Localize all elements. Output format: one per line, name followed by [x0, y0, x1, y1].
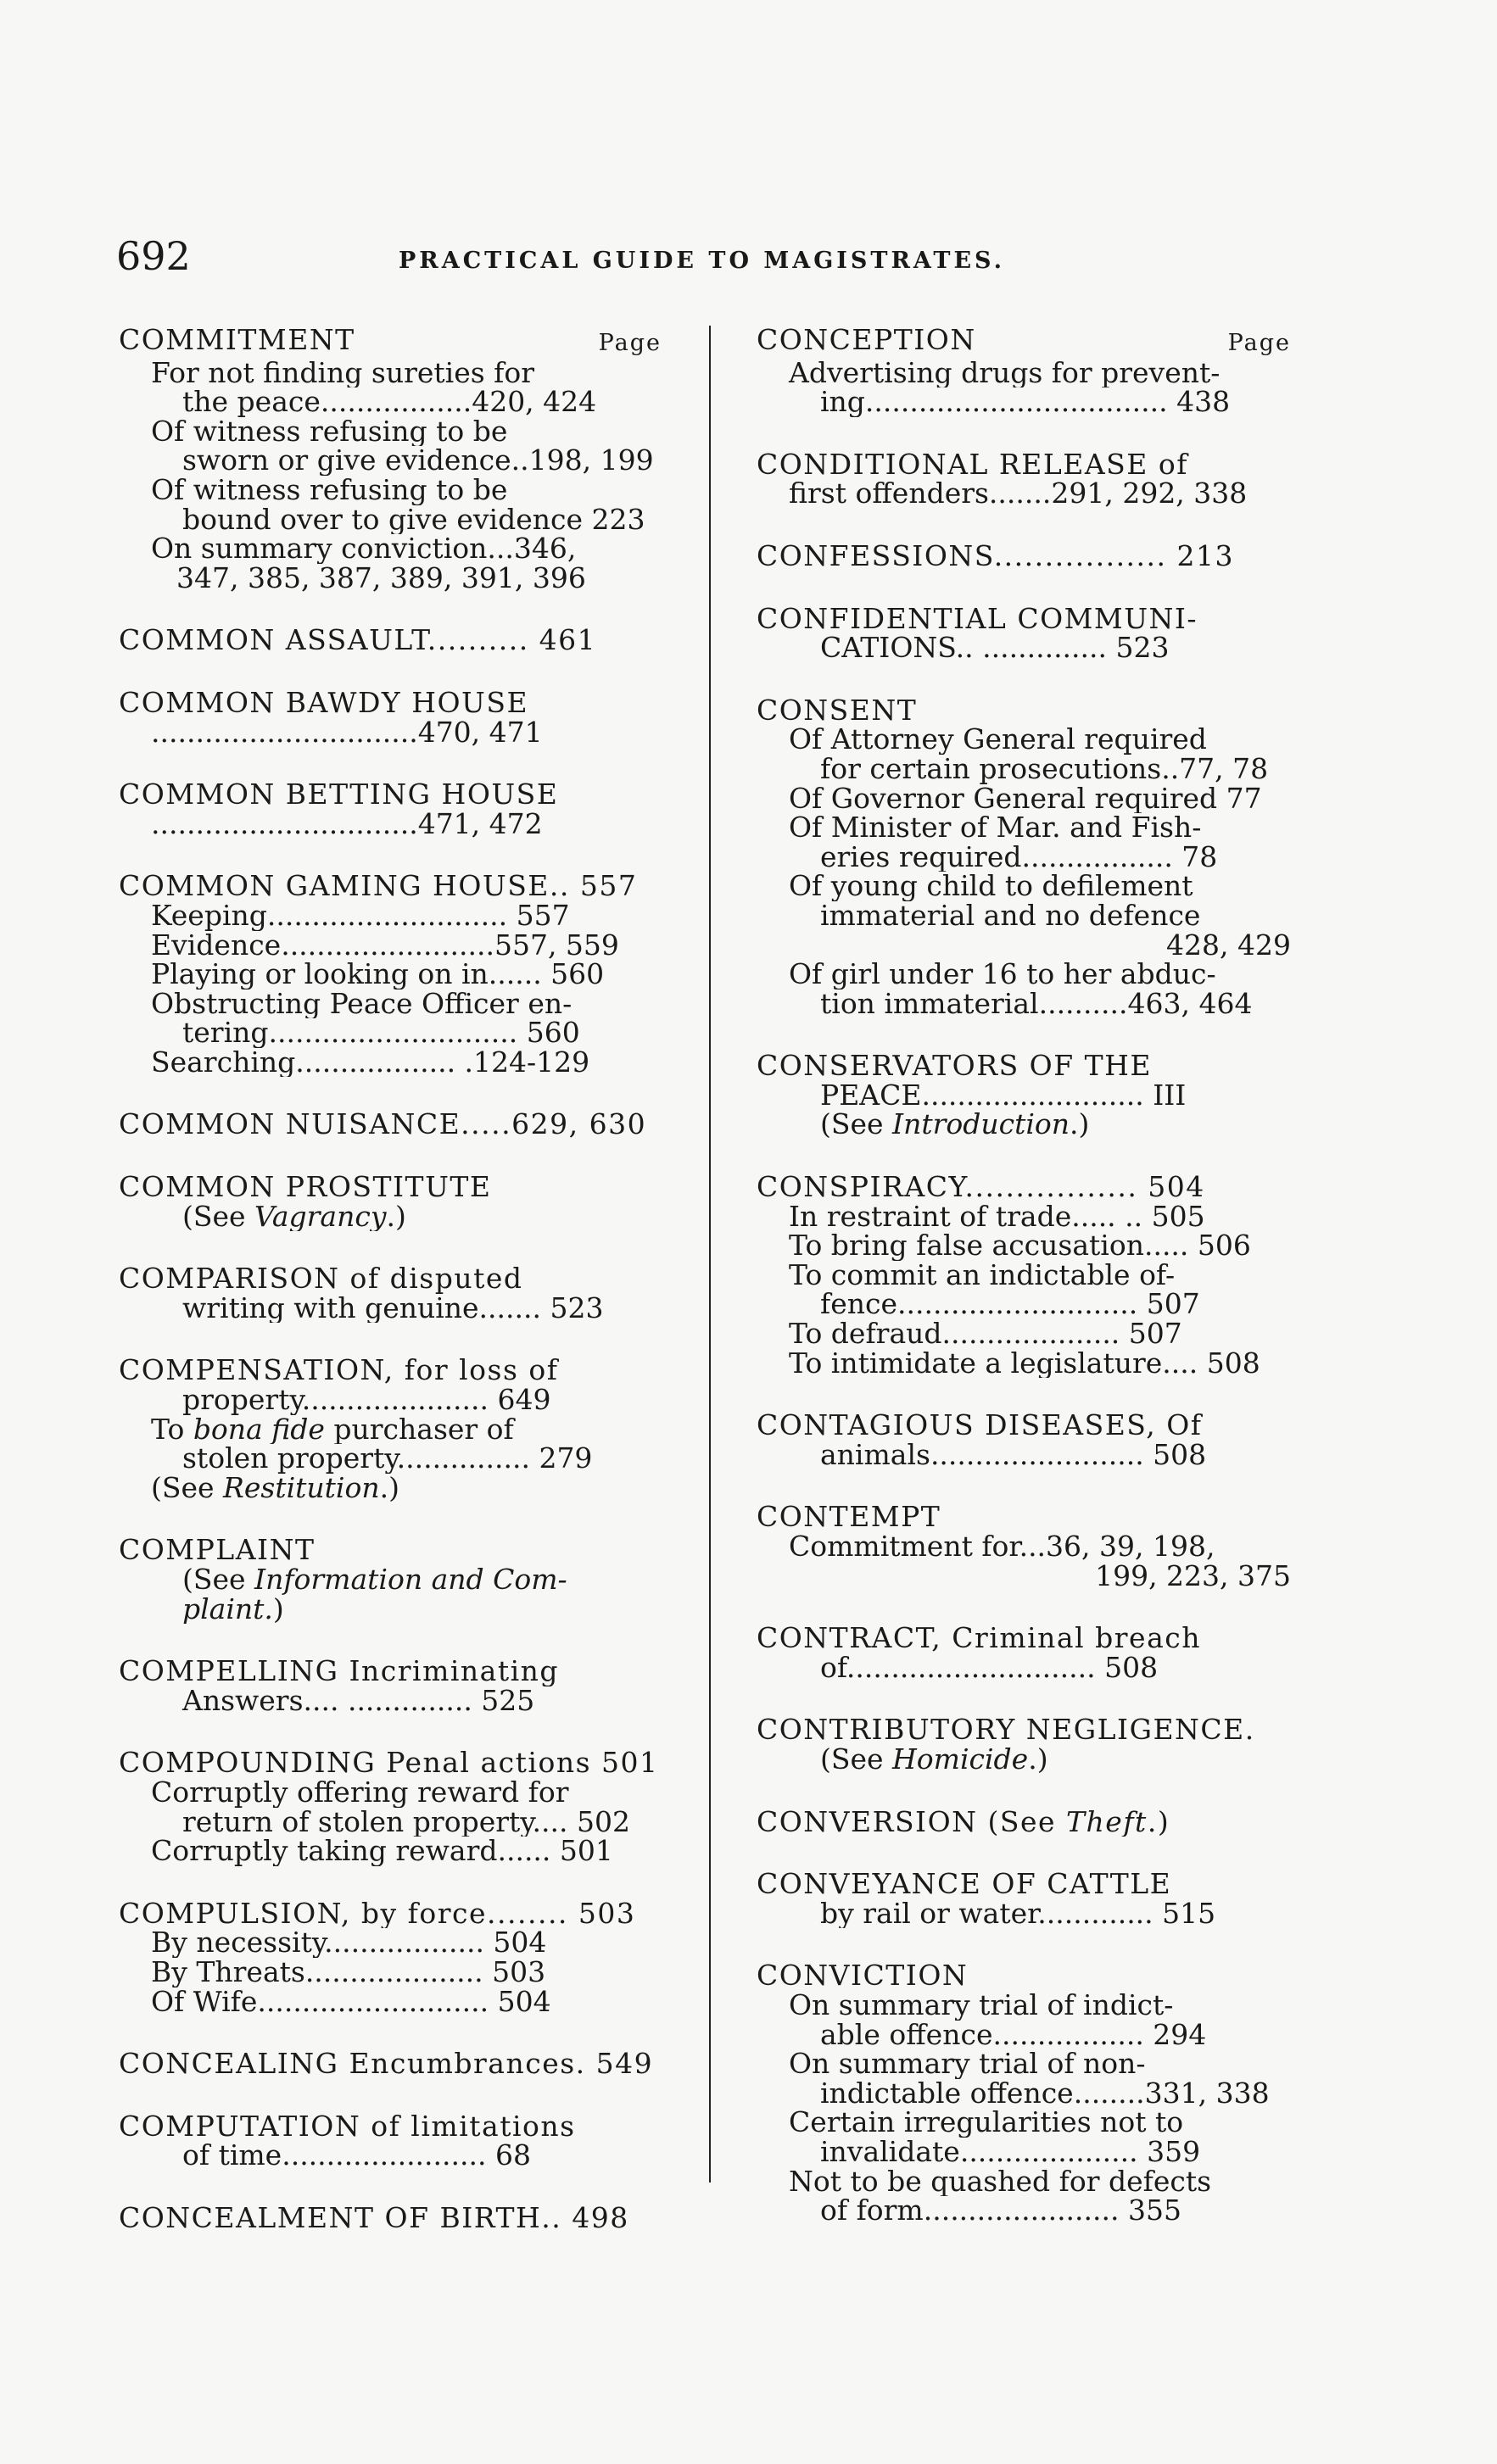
- entry-subline: [119, 387, 662, 417]
- index-entry: [119, 1110, 662, 1140]
- entry-text: Of Governor General required 77: [789, 783, 1262, 814]
- index-entry: [119, 688, 662, 747]
- entry-text: COMPULSION, by force........ 503: [119, 1898, 636, 1929]
- index-entry: [119, 1657, 662, 1715]
- entry-text: plaint.): [182, 1594, 284, 1625]
- entry-subline: [757, 990, 1291, 1019]
- index-entry: [757, 1624, 1291, 1682]
- entry-text: CONCEPTION: [757, 326, 976, 356]
- entry-subline: [757, 387, 1291, 417]
- entry-text: the peace.................420, 424: [182, 387, 597, 417]
- entry-subline: [119, 1444, 662, 1474]
- entry-subline: [757, 872, 1291, 901]
- index-entry: [757, 605, 1291, 663]
- entry-text: Answers.... .............. 525: [182, 1686, 535, 1716]
- index-entry: [757, 1961, 1291, 2225]
- entry-subline: [119, 564, 662, 594]
- entry-heading: [119, 2112, 662, 2142]
- entry-subline: [119, 718, 662, 748]
- index-entry: [757, 326, 1291, 417]
- entry-text: CONTRACT, Criminal breach: [757, 1624, 1201, 1653]
- entry-subline: [119, 990, 662, 1019]
- entry-subline: [757, 813, 1291, 843]
- entry-text: COMMON NUISANCE.....629, 630: [119, 1110, 647, 1140]
- entry-text: tering............................ 560: [182, 1018, 580, 1048]
- entry-text: On summary conviction...346,: [151, 534, 577, 564]
- entry-heading: [119, 1899, 662, 1929]
- index-entry: [119, 1748, 662, 1865]
- entry-text: ..............................471, 472: [151, 809, 543, 839]
- entry-subline: [757, 1202, 1291, 1232]
- entry-text: In restraint of trade..... .. 505: [789, 1201, 1205, 1232]
- entry-text: CONSENT: [757, 695, 918, 726]
- entry-heading: [119, 1110, 662, 1140]
- entry-subline: [119, 1958, 662, 1987]
- entry-text: first offenders.......291, 292, 338: [789, 479, 1248, 509]
- entry-heading: [757, 696, 1291, 726]
- entry-heading: [757, 605, 1291, 634]
- entry-subline: [757, 1532, 1291, 1562]
- entry-text: By Threats.................... 503: [151, 1957, 546, 1987]
- entry-text: 347, 385, 387, 389, 391, 396: [176, 563, 586, 594]
- entry-text: COMPENSATION, for loss of: [119, 1356, 559, 1386]
- index-entry: [119, 872, 662, 1077]
- entry-text: indictable offence........331, 338: [820, 2078, 1270, 2109]
- entry-text: COMPOUNDING Penal actions 501: [119, 1748, 659, 1778]
- entry-subline: [757, 2079, 1291, 2109]
- entry-text: COMMITMENT: [119, 326, 355, 356]
- entry-text: for certain prosecutions..77, 78: [820, 754, 1269, 784]
- index-entry: [119, 1899, 662, 2016]
- index-entry: [757, 1808, 1291, 1837]
- entry-subline: [119, 901, 662, 931]
- entry-text: Of Attorney General required: [789, 725, 1207, 755]
- entry-text: COMMON BAWDY HOUSE: [119, 688, 529, 718]
- index-entry: [757, 1502, 1291, 1591]
- entry-text: tion immaterial..........463, 464: [820, 989, 1253, 1019]
- entry-subline: [119, 1778, 662, 1808]
- entry-text: COMPLAINT: [119, 1536, 316, 1565]
- entry-text: To commit an indictable of-: [789, 1260, 1176, 1291]
- index-entry: [119, 2112, 662, 2171]
- entry-text: Searching.................. .124-129: [151, 1047, 590, 1078]
- entry-text: For not finding sureties for: [151, 358, 535, 388]
- entry-heading: [119, 780, 662, 810]
- entry-subline: [757, 755, 1291, 784]
- entry-subline: [757, 1081, 1291, 1111]
- entry-subline: [757, 1441, 1291, 1470]
- entry-subline: [119, 1565, 662, 1595]
- entry-subline: [119, 359, 662, 388]
- entry-text: stolen property............... 279: [182, 1444, 593, 1474]
- entry-subline: [757, 784, 1291, 814]
- entry-subline: [119, 417, 662, 447]
- index-entry: [119, 1173, 662, 1231]
- entry-text: COMPUTATION of limitations: [119, 2111, 576, 2142]
- entry-subline: [119, 1808, 662, 1837]
- entry-subline: [757, 1562, 1291, 1592]
- entry-text: of time....................... 68: [182, 2141, 531, 2171]
- entry-text: On summary trial of non-: [789, 2049, 1146, 2079]
- entry-heading: [757, 1411, 1291, 1441]
- entry-subline: [757, 931, 1291, 961]
- entry-text: CONCEALING Encumbrances. 549: [119, 2049, 654, 2079]
- entry-heading: [757, 1870, 1291, 1899]
- index-entry: [119, 2049, 662, 2079]
- entry-text: sworn or give evidence..198, 199: [182, 446, 654, 476]
- entry-heading: [757, 1961, 1291, 1991]
- entry-subline: [757, 1110, 1291, 1140]
- entry-text: 199, 223, 375: [1095, 1561, 1291, 1592]
- entry-text: (See Restitution.): [151, 1473, 399, 1503]
- entry-subline: [757, 725, 1291, 755]
- entry-text: Obstructing Peace Officer en-: [151, 989, 573, 1019]
- entry-text: On summary trial of indict-: [789, 1990, 1174, 2021]
- entry-subline: [119, 476, 662, 505]
- entry-subline: [119, 446, 662, 476]
- entry-subline: [119, 1018, 662, 1048]
- entry-heading: [119, 326, 662, 359]
- entry-text: of form...................... 355: [820, 2196, 1181, 2226]
- entry-text: CONVERSION (See Theft.): [757, 1807, 1170, 1837]
- entry-subline: [757, 960, 1291, 990]
- entry-subline: [757, 359, 1291, 388]
- entry-text: Of Minister of Mar. and Fish-: [789, 813, 1202, 843]
- entry-heading: [119, 626, 662, 655]
- index-entry: [119, 326, 662, 593]
- entry-heading: [119, 688, 662, 718]
- index-entry: [757, 1411, 1291, 1469]
- entry-text: Corruptly taking reward...... 501: [151, 1837, 613, 1866]
- entry-heading: [119, 1536, 662, 1565]
- entry-subline: [757, 633, 1291, 663]
- entry-text: Advertising drugs for prevent-: [789, 358, 1221, 388]
- entry-text: CATIONS.. .............. 523: [820, 633, 1170, 663]
- index-entry: [757, 1715, 1291, 1774]
- entry-text: CONTRIBUTORY NEGLIGENCE.: [757, 1715, 1255, 1745]
- entry-subline: [757, 2021, 1291, 2050]
- entry-subline: [119, 1595, 662, 1625]
- entry-text: 428, 429: [1166, 930, 1291, 961]
- entry-text: ing.................................. 438: [820, 387, 1231, 417]
- index-entry: [119, 2204, 662, 2233]
- entry-subline: [757, 843, 1291, 872]
- entry-text: return of stolen property.... 502: [182, 1807, 630, 1837]
- entry-text: fence........................... 507: [820, 1290, 1200, 1320]
- entry-subline: [757, 2049, 1291, 2079]
- entry-subline: [757, 1899, 1291, 1929]
- entry-subline: [119, 1474, 662, 1503]
- entry-text: To intimidate a legislature.... 508: [789, 1348, 1260, 1379]
- entry-text: COMPARISON of disputed: [119, 1264, 523, 1294]
- entry-text: Of young child to defilement: [789, 872, 1193, 901]
- index-entry: [757, 1173, 1291, 1378]
- entry-text: writing with genuine....... 523: [182, 1293, 604, 1324]
- entry-text: Certain irregularities not to: [789, 2108, 1184, 2138]
- entry-heading: [757, 1173, 1291, 1202]
- entry-text: Of witness refusing to be: [151, 416, 508, 447]
- entry-subline: [757, 2138, 1291, 2167]
- index-column-right: [757, 326, 1291, 2259]
- entry-subline: [757, 1653, 1291, 1683]
- entry-subline: [119, 1686, 662, 1716]
- entry-text: COMPELLING Incriminating: [119, 1657, 560, 1686]
- page-column-label: Page: [598, 330, 662, 356]
- index-entry: [119, 780, 662, 839]
- entry-text: property..................... 649: [182, 1385, 551, 1415]
- entry-text: bound over to give evidence 223: [182, 505, 645, 535]
- entry-subline: [119, 2141, 662, 2171]
- entry-text: CONFESSIONS................. 213: [757, 541, 1234, 571]
- entry-heading: [119, 1657, 662, 1686]
- entry-text: COMMON GAMING HOUSE.. 557: [119, 872, 638, 901]
- column-divider: [709, 326, 711, 2182]
- entry-text: (See Introduction.): [820, 1110, 1090, 1140]
- entry-heading: [757, 1051, 1291, 1081]
- entry-text: Corruptly offering reward for: [151, 1777, 569, 1808]
- entry-text: To bring false accusation..... 506: [789, 1231, 1251, 1261]
- entry-text: To bona fide purchaser of: [151, 1414, 514, 1445]
- index-entry: [757, 1051, 1291, 1140]
- entry-text: (See Information and Com-: [182, 1565, 567, 1595]
- entry-text: Playing or looking on in...... 560: [151, 960, 605, 990]
- entry-subline: [119, 534, 662, 564]
- entry-subline: [757, 479, 1291, 509]
- entry-subline: [119, 960, 662, 990]
- entry-text: (See Homicide.): [820, 1744, 1048, 1775]
- entry-text: eries required................. 78: [820, 842, 1218, 872]
- entry-subline: [119, 931, 662, 961]
- index-entry: [757, 1870, 1291, 1928]
- entry-text: CONTEMPT: [757, 1502, 941, 1532]
- entry-text: of............................ 508: [820, 1653, 1159, 1683]
- entry-heading: [119, 872, 662, 901]
- entry-text: COMMON PROSTITUTE: [119, 1173, 492, 1202]
- entry-heading: [119, 2204, 662, 2233]
- entry-text: by rail or water............. 515: [820, 1898, 1216, 1929]
- entry-subline: [757, 1349, 1291, 1379]
- entry-heading: [119, 2049, 662, 2079]
- index-entry: [119, 1356, 662, 1502]
- index-entry: [757, 450, 1291, 509]
- entry-text: ..............................470, 471: [151, 717, 543, 748]
- index-column-left: [119, 326, 662, 2266]
- entry-text: animals........................ 508: [820, 1440, 1207, 1470]
- entry-text: Keeping........................... 557: [151, 900, 570, 931]
- entry-subline: [757, 1991, 1291, 2021]
- entry-heading: [119, 1356, 662, 1385]
- entry-subline: [119, 1415, 662, 1445]
- entry-text: By necessity.................. 504: [151, 1928, 547, 1958]
- entry-subline: [757, 1319, 1291, 1349]
- entry-subline: [757, 1290, 1291, 1319]
- entry-text: Evidence........................557, 559: [151, 930, 619, 961]
- entry-heading: [119, 1173, 662, 1202]
- index-entry: [119, 1536, 662, 1624]
- entry-text: Not to be quashed for defects: [789, 2166, 1212, 2197]
- entry-heading: [119, 1748, 662, 1778]
- entry-text: able offence................. 294: [820, 2020, 1207, 2050]
- entry-subline: [757, 2108, 1291, 2138]
- entry-heading: [757, 542, 1291, 571]
- entry-text: Commitment for...36, 39, 198,: [789, 1532, 1215, 1562]
- entry-subline: [119, 810, 662, 839]
- entry-text: CONVICTION: [757, 1961, 969, 1991]
- entry-heading: [757, 1502, 1291, 1532]
- entry-text: CONTAGIOUS DISEASES, Of: [757, 1411, 1203, 1441]
- entry-subline: [757, 2167, 1291, 2197]
- entry-text: CONVEYANCE OF CATTLE: [757, 1870, 1172, 1899]
- index-entry: [119, 626, 662, 655]
- entry-subline: [119, 1294, 662, 1324]
- entry-text: immaterial and no defence: [820, 900, 1201, 931]
- running-head: PRACTICAL GUIDE TO MAGISTRATES.: [399, 248, 1005, 274]
- entry-text: CONFIDENTIAL COMMUNI-: [757, 604, 1198, 634]
- entry-heading: [757, 1624, 1291, 1653]
- entry-subline: [757, 1745, 1291, 1775]
- page-column-label: Page: [1227, 330, 1291, 356]
- entry-text: CONSERVATORS OF THE: [757, 1051, 1152, 1081]
- index-entry: [757, 696, 1291, 1019]
- entry-text: CONSPIRACY................. 504: [757, 1173, 1205, 1202]
- entry-text: COMMON ASSAULT.......... 461: [119, 626, 597, 655]
- index-entry: [757, 542, 1291, 571]
- entry-subline: [757, 1231, 1291, 1261]
- entry-subline: [119, 505, 662, 535]
- entry-text: Of Wife.......................... 504: [151, 1987, 551, 2017]
- entry-heading: [757, 326, 1291, 359]
- entry-subline: [119, 1048, 662, 1078]
- entry-heading: [757, 450, 1291, 480]
- entry-text: Of girl under 16 to her abduc-: [789, 960, 1216, 990]
- entry-text: COMMON BETTING HOUSE: [119, 780, 559, 810]
- entry-subline: [119, 1987, 662, 2017]
- entry-text: PEACE......................... III: [820, 1080, 1187, 1111]
- entry-heading: [757, 1808, 1291, 1837]
- entry-subline: [757, 2196, 1291, 2226]
- entry-subline: [119, 1837, 662, 1866]
- entry-subline: [119, 1385, 662, 1415]
- entry-subline: [119, 1928, 662, 1958]
- entry-text: Of witness refusing to be: [151, 475, 508, 505]
- page-number: 692: [116, 233, 191, 279]
- entry-heading: [757, 1715, 1291, 1745]
- entry-text: invalidate.................... 359: [820, 2137, 1201, 2167]
- entry-text: CONCEALMENT OF BIRTH.. 498: [119, 2203, 629, 2233]
- entry-text: To defraud.................... 507: [789, 1319, 1182, 1349]
- entry-subline: [119, 1202, 662, 1232]
- index-entry: [119, 1264, 662, 1323]
- entry-text: (See Vagrancy.): [182, 1201, 406, 1232]
- entry-subline: [757, 1261, 1291, 1291]
- entry-heading: [119, 1264, 662, 1294]
- entry-text: CONDITIONAL RELEASE of: [757, 449, 1188, 480]
- entry-subline: [757, 901, 1291, 931]
